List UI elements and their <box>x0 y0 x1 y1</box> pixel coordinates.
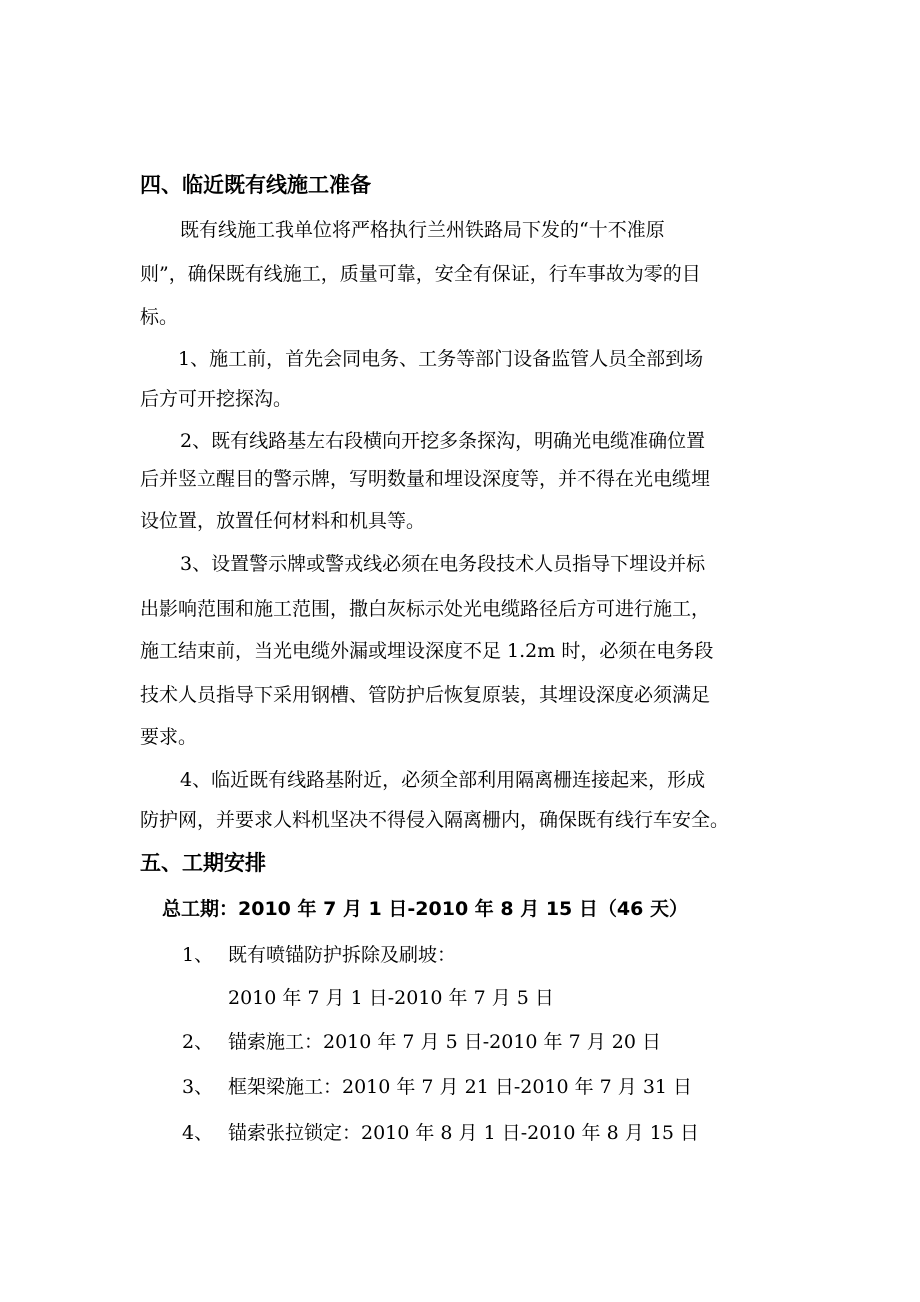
schedule-item-4-text: 锚索张拉锁定：2010 年 8 月 1 日-2010 年 8 月 15 日 <box>228 1122 699 1144</box>
section-4-item-3-line-3: 施工结束前，当光电缆外漏或埋设深度不足 1.2m 时，必须在电务段 <box>140 640 714 662</box>
schedule-item-2 <box>182 1027 661 1057</box>
schedule-item-3-number: 3、 <box>182 1076 214 1098</box>
section-4-item-1-line-2: 后方可开挖探沟。 <box>140 388 293 410</box>
schedule-item-1-number: 1、 <box>182 944 214 966</box>
schedule-item-2-text: 锚索施工：2010 年 7 月 5 日-2010 年 7 月 20 日 <box>228 1031 661 1053</box>
section-4-item-3-line-2: 出影响范围和施工范围，撒白灰标示处光电缆路径后方可进行施工， <box>140 598 711 620</box>
section-4-intro-line-3: 标。 <box>140 306 179 328</box>
section-4-item-3-line-4: 技术人员指导下采用钢槽、管防护后恢复原装，其埋设深度必须满足 <box>140 684 711 706</box>
section-4-item-3-line-1: 3、设置警示牌或警戎线必须在电务段技术人员指导下埋设并标 <box>180 553 706 575</box>
schedule-item-1-text: 既有喷锚防护拆除及刷坡： <box>228 944 457 966</box>
section-5-title: 五、工期安排 <box>140 851 266 875</box>
schedule-item-3 <box>182 1072 692 1102</box>
schedule-item-1 <box>182 940 456 970</box>
schedule-item-4 <box>182 1118 699 1148</box>
schedule-item-3-text: 框架梁施工：2010 年 7 月 21 日-2010 年 7 月 31 日 <box>228 1076 693 1098</box>
schedule-item-1-dates: 2010 年 7 月 1 日-2010 年 7 月 5 日 <box>228 987 554 1009</box>
section-4-item-1-line-1: 1、施工前，首先会同电务、工务等部门设备监管人员全部到场 <box>178 348 704 370</box>
section-4-item-4-line-1: 4、临近既有线路基附近，必须全部利用隔离栅连接起来，形成 <box>180 769 706 791</box>
schedule-item-2-number: 2、 <box>182 1031 214 1053</box>
section-4-intro-line-2: 则”，确保既有线施工，质量可靠，安全有保证，行车事故为零的目 <box>140 263 701 285</box>
section-4-intro-line-1: 既有线施工我单位将严格执行兰州铁路局下发的“十不准原 <box>180 219 665 241</box>
schedule-total-duration: 总工期：2010 年 7 月 1 日-2010 年 8 月 15 日（46 天） <box>162 898 688 920</box>
section-4-item-3-line-5: 要求。 <box>140 726 198 748</box>
section-4-item-4-line-2: 防护网，并要求人料机坚决不得侵入隔离栅内，确保既有线行车安全。 <box>140 809 730 831</box>
schedule-item-4-number: 4、 <box>182 1122 214 1144</box>
section-4-item-2-line-2: 后并竖立醒目的警示牌，写明数量和埋设深度等，并不得在光电缆埋 <box>140 468 711 490</box>
section-4-title: 四、临近既有线施工准备 <box>140 173 371 197</box>
section-4-item-2-line-3: 设位置，放置任何材料和机具等。 <box>140 510 426 532</box>
section-4-item-2-line-1: 2、既有线路基左右段横向开挖多条探沟，明确光电缆准确位置 <box>180 430 706 452</box>
